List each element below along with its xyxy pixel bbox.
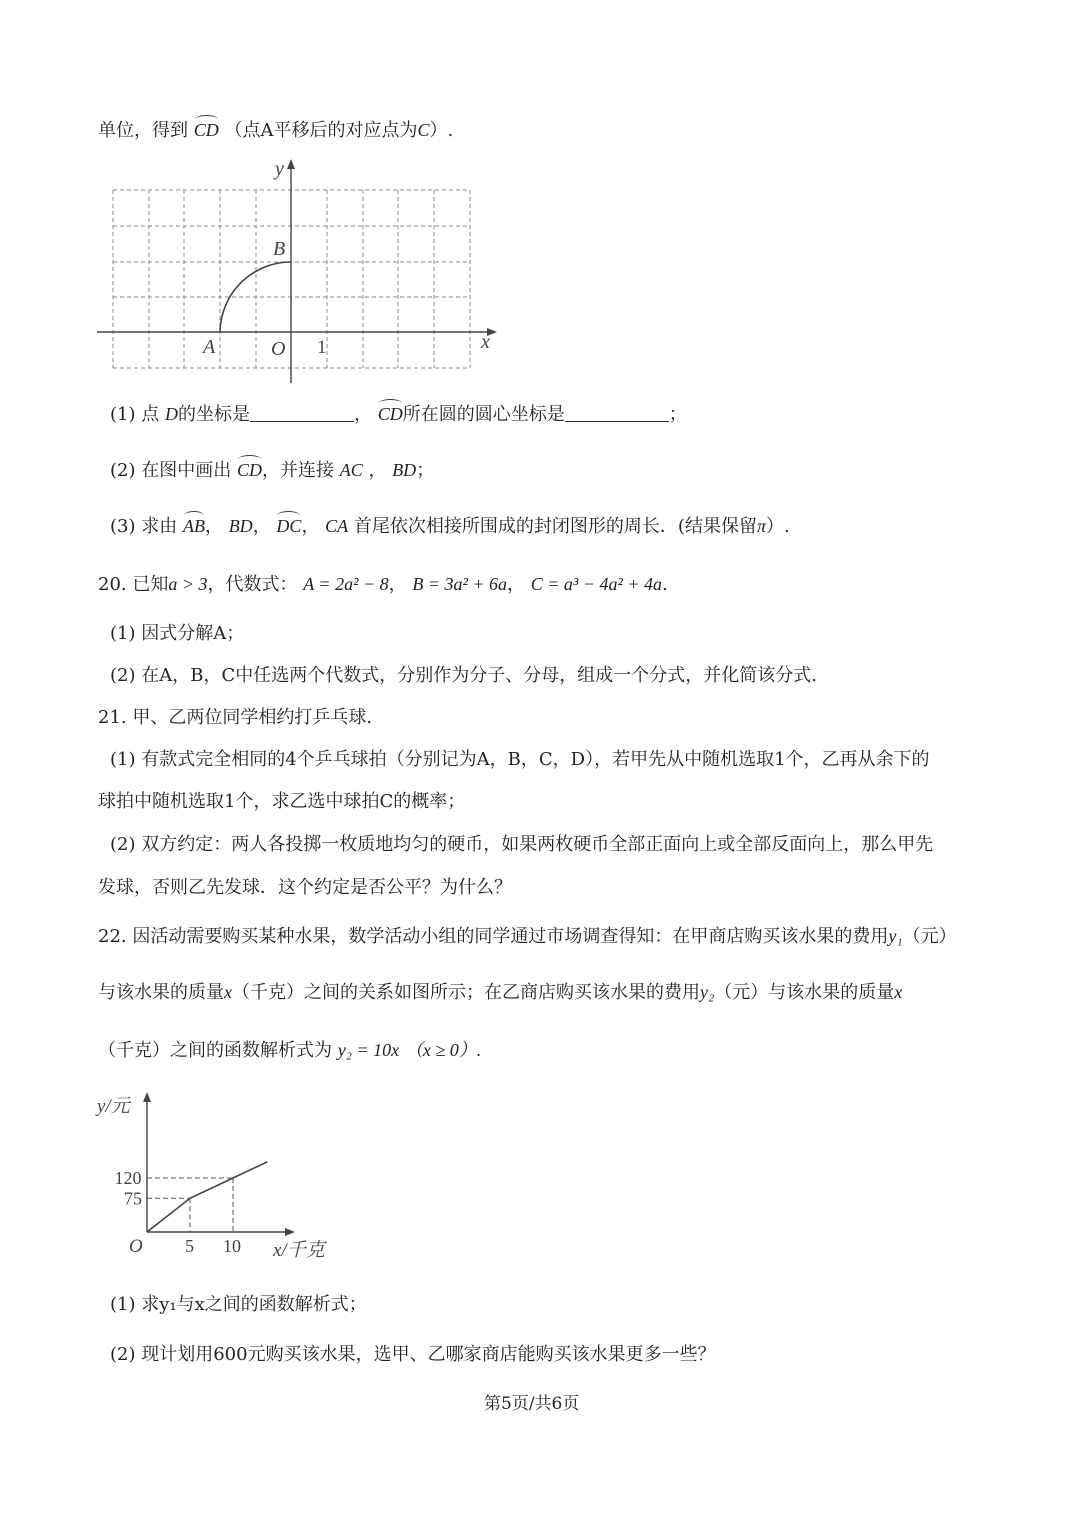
q22-text-4: （元）与该水果的质量 bbox=[714, 982, 895, 1003]
q19-p2-text: (2) 在图中画出 bbox=[110, 460, 232, 481]
q21-part1-line2: 球拍中随机选取1个，求乙选中球拍C的概率； bbox=[98, 791, 466, 812]
intro-text-2: （点A平移后的对应点为 bbox=[224, 120, 418, 141]
q19-p3-comma-1: ， bbox=[204, 516, 223, 537]
segment-bd: BD bbox=[392, 460, 417, 480]
q22-line3 bbox=[98, 1038, 481, 1063]
q21-part1-line1: (1) 有款式完全相同的4个乒乓球拍（分别记为A，B，C，D），若甲先从中随机选取1个，乙再从余下的 bbox=[110, 749, 930, 770]
tick-1-label: 1 bbox=[317, 337, 327, 358]
q19-part1 bbox=[110, 402, 687, 427]
chart-x-axis-arrow bbox=[285, 1228, 295, 1236]
y1-symbol: y₁ bbox=[888, 926, 903, 946]
point-b-label: B bbox=[273, 238, 286, 260]
x-axis-label: x bbox=[481, 331, 490, 353]
expression-b: B = 3a² + 6a bbox=[412, 574, 508, 594]
price-chart bbox=[95, 1088, 355, 1268]
q19-p1-text-b: 的坐标是 bbox=[177, 404, 250, 425]
intro-line bbox=[98, 118, 453, 143]
q19-p1-end: ； bbox=[668, 404, 687, 425]
grid-figure bbox=[95, 155, 505, 390]
series-line-y1 bbox=[147, 1162, 267, 1232]
function-domain: （x ≥ 0）. bbox=[404, 1040, 482, 1060]
q19-p2-comma: ， bbox=[368, 460, 387, 481]
q20-condition: a > 3 bbox=[168, 574, 208, 594]
segment-ac: AC bbox=[339, 460, 363, 480]
q20-stem-text-b: ，代数式： bbox=[207, 574, 298, 595]
page-footer: 第5页/共6页 bbox=[484, 1394, 580, 1414]
q22-text-2: 与该水果的质量 bbox=[98, 982, 224, 1003]
q20-stem-text: 20. 已知 bbox=[98, 574, 169, 595]
q22-text-3: （千克）之间的关系如图所示；在乙商店购买该水果的费用 bbox=[232, 982, 700, 1003]
chart-origin-label: O bbox=[129, 1236, 143, 1257]
q22-text: 22. 因活动需要购买某种水果，数学活动小组的同学通过市场调查得知：在甲商店购买该水果的费用 bbox=[98, 926, 889, 947]
chart-y-label: y/元 bbox=[97, 1096, 130, 1117]
function-y2: y₂ = 10x bbox=[337, 1040, 400, 1060]
segment-bd: BD bbox=[228, 516, 253, 536]
q19-p1-text-e: 所在圆的圆心坐标是 bbox=[402, 404, 565, 425]
point-d: D bbox=[164, 404, 178, 424]
q22-unit: （元） bbox=[902, 926, 957, 947]
q19-part2 bbox=[110, 458, 434, 483]
q22-part2: (2) 现计划用600元购买该水果，选甲、乙哪家商店能购买该水果更多一些？ bbox=[110, 1344, 716, 1365]
arc-cd-label: CD bbox=[377, 404, 403, 424]
q20-stem: 20. 已知a > 3，代数式： A = 2a² − 8， B = 3a² + 6a， C = a³ − 4a² + 4a. bbox=[98, 574, 668, 595]
segment-ca: CA bbox=[325, 516, 349, 536]
x-tick-label: 5 bbox=[185, 1236, 194, 1256]
q21-part2-line1: (2) 双方约定：两人各投掷一枚质地均匀的硬币，如果两枚硬币全部正面向上或全部反面向上，那么甲先 bbox=[110, 834, 934, 855]
q20-part2: (2) 在A，B，C中任选两个代数式，分别作为分子、分母，组成一个分式，并化简该分式. bbox=[110, 665, 817, 686]
q19-p3-text-e: 首尾依次相接所围成的封闭图形的周长．(结果保留 bbox=[353, 516, 757, 537]
chart-y-axis-arrow bbox=[143, 1092, 151, 1102]
x-symbol: x bbox=[894, 982, 903, 1002]
q20-part1: (1) 因式分解A； bbox=[110, 623, 245, 644]
answer-blank-1[interactable] bbox=[250, 403, 354, 422]
q19-part3 bbox=[110, 514, 790, 539]
q22-line1 bbox=[98, 924, 957, 949]
q19-p3-comma-3: ， bbox=[301, 516, 320, 537]
q21-part2-line2: 发球，否则乙先发球．这个约定是否公平？为什么？ bbox=[98, 877, 512, 898]
answer-blank-2[interactable] bbox=[565, 403, 669, 422]
intro-text-3: ）. bbox=[429, 120, 454, 141]
q19-p2-text-b: ，并连接 bbox=[261, 460, 334, 481]
x-tick-label: 10 bbox=[223, 1236, 241, 1256]
q19-p1-comma: ， bbox=[353, 404, 372, 425]
arc-cd-label: CD bbox=[193, 120, 219, 140]
q19-p3-comma-2: ， bbox=[252, 516, 271, 537]
q21-stem: 21. 甲、乙两位同学相约打乒乓球. bbox=[98, 707, 373, 728]
expression-a: A = 2a² − 8 bbox=[303, 574, 389, 594]
arc-ab-label: AB bbox=[182, 516, 205, 536]
q22-text-5: （千克）之间的函数解析式为 bbox=[98, 1040, 332, 1061]
x-symbol: x bbox=[224, 982, 232, 1002]
y2-symbol: y₂ bbox=[700, 982, 715, 1002]
y-tick-label: 120 bbox=[114, 1168, 142, 1188]
chart-x-label: x/千克 bbox=[273, 1240, 325, 1261]
y-axis-arrow bbox=[287, 159, 295, 169]
point-c: C bbox=[417, 120, 430, 140]
q19-p3-text: (3) 求由 bbox=[110, 516, 178, 537]
arc-dc-label: DC bbox=[276, 516, 302, 536]
y-axis-label: y bbox=[275, 158, 284, 180]
pi-symbol: π bbox=[756, 516, 766, 536]
y-tick-label: 75 bbox=[124, 1188, 142, 1209]
q22-line2 bbox=[98, 980, 902, 1005]
arc-cd-label: CD bbox=[236, 460, 262, 480]
expression-c: C = a³ − 4a² + 4a bbox=[530, 574, 663, 594]
q19-p2-end: ； bbox=[416, 460, 435, 481]
q22-part1: (1) 求y₁与x之间的函数解析式； bbox=[110, 1294, 367, 1315]
q19-p1-text: (1) 点 bbox=[110, 404, 160, 425]
q19-p3-end: ）. bbox=[765, 516, 790, 537]
origin-label: O bbox=[271, 338, 286, 360]
point-a-label: A bbox=[203, 336, 216, 358]
intro-text: 单位，得到 bbox=[98, 120, 188, 141]
